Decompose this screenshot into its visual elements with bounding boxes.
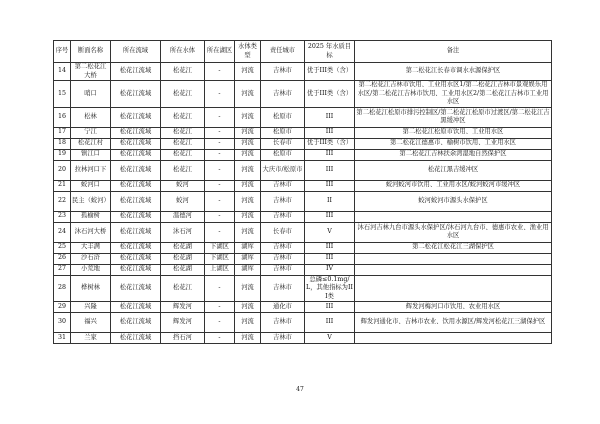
table-cell: 松花江流域: [111, 180, 161, 191]
table-cell: 第二松花江松原市排污控制区/第二松花江松原市过渡区/第二松花江吉黑缓冲区: [355, 107, 552, 127]
column-header: 断面名称: [71, 41, 111, 63]
table-cell: 河流: [235, 191, 261, 211]
table-cell: 松花江流域: [111, 253, 161, 264]
table-cell: III: [305, 149, 355, 160]
table-header: [54, 41, 552, 63]
table-cell: -: [205, 211, 235, 222]
table-cell: 松花江: [161, 275, 205, 302]
table-cell: 吉林市: [261, 81, 305, 108]
table-cell: 优于III类（含）: [305, 81, 355, 108]
table-cell: 河流: [235, 222, 261, 242]
table-cell: 宁江: [71, 127, 111, 138]
table-cell: III: [305, 302, 355, 313]
table-cell: 松花江流域: [111, 127, 161, 138]
table-cell: [355, 264, 552, 275]
table-cell: 22: [54, 191, 71, 211]
table-cell: 大庆市/松原市: [261, 160, 305, 180]
table-cell: 温德河: [161, 211, 205, 222]
table-cell: -: [205, 275, 235, 302]
table-cell: 下湖区: [205, 242, 235, 253]
table-cell: 拉林河口下: [71, 160, 111, 180]
table-cell: 18: [54, 138, 71, 149]
table-cell: 24: [54, 222, 71, 242]
column-header: 责任城市: [261, 41, 305, 63]
table-cell: 松花湖: [161, 253, 205, 264]
table-cell: 14: [54, 63, 71, 81]
table-cell: 河流: [235, 275, 261, 302]
table-cell: 松花江流域: [111, 333, 161, 344]
table-cell: 湖库: [235, 264, 261, 275]
table-cell: [355, 275, 552, 302]
table-cell: 吉林市: [261, 313, 305, 333]
table-cell: 松花江流域: [111, 138, 161, 149]
table-cell: 26: [54, 253, 71, 264]
table-cell: -: [205, 180, 235, 191]
column-header: 所在流域: [111, 41, 161, 63]
table-cell: -: [205, 222, 235, 242]
table-cell: 松花江流域: [111, 275, 161, 302]
table-cell: 桦树林: [71, 275, 111, 302]
table-row: [54, 180, 552, 191]
table-cell: 河流: [235, 63, 261, 81]
table-cell: 19: [54, 149, 71, 160]
table-cell: 第二松花江松原市饮用、工业用水区: [355, 127, 552, 138]
table-cell: 松花江: [161, 127, 205, 138]
table-cell: V: [305, 222, 355, 242]
table-cell: 23: [54, 211, 71, 222]
table-cell: 28: [54, 275, 71, 302]
column-header: 所在水体: [161, 41, 205, 63]
table-cell: 松花江: [161, 81, 205, 108]
table-cell: 20: [54, 160, 71, 180]
table-row: [54, 302, 552, 313]
column-header: 水体类型: [235, 41, 261, 63]
table-cell: III: [305, 253, 355, 264]
table-cell: 总磷≤0.1mg/L，其他指标为III类: [306, 275, 353, 300]
table-cell: 松花湖: [161, 242, 205, 253]
table-cell: 优于III类（含）: [305, 63, 355, 81]
table-cell: 兴隆: [71, 302, 111, 313]
table-cell: 松花江流域: [111, 211, 161, 222]
table-row: [54, 127, 552, 138]
table-cell: 松花江流域: [111, 242, 161, 253]
table-cell: III: [305, 211, 355, 222]
table-row: [54, 275, 552, 302]
table-cell: III: [305, 180, 355, 191]
water-quality-table: [53, 40, 552, 344]
table-cell: [355, 253, 552, 264]
table-cell: 辉发河: [161, 313, 205, 333]
table-row: [54, 333, 552, 344]
table-body: [54, 63, 552, 344]
table-cell: -: [205, 81, 235, 108]
table-cell: 河流: [235, 138, 261, 149]
table-cell: 河流: [235, 127, 261, 138]
table-cell: 河流: [235, 81, 261, 108]
table-cell: 沐石河吉林九台市源头水保护区/沐石河九台市、德惠市农业、渔业用水区: [355, 222, 552, 242]
table-cell: 17: [54, 127, 71, 138]
table-cell: 河流: [235, 149, 261, 160]
table-cell: 25: [54, 242, 71, 253]
table-cell: 第二松花江德惠市、榆树市饮用、工业用水区: [355, 138, 552, 149]
table-cell: 30: [54, 313, 71, 333]
table-cell: 湖库: [235, 242, 261, 253]
table-cell: -: [205, 313, 235, 333]
table-cell: 辉发河梅河口市饮用、农业用水区: [355, 302, 552, 313]
table-row: [54, 107, 552, 127]
table-cell: 河流: [235, 313, 261, 333]
table-cell: 松花江流域: [111, 149, 161, 160]
table-cell: -: [205, 138, 235, 149]
table-row: [54, 160, 552, 180]
table-cell: 吉林市: [261, 180, 305, 191]
table-cell: 沐石河: [161, 222, 205, 242]
column-header: 备注: [355, 41, 552, 63]
table-cell: 松原市: [261, 127, 305, 138]
table-cell: -: [205, 160, 235, 180]
table-cell: 第二松花江大桥: [71, 63, 111, 81]
table-cell: 松花江: [161, 107, 205, 127]
table-cell: -: [205, 63, 235, 81]
table-cell: 松花江黑吉缓冲区: [355, 160, 552, 180]
table-row: [54, 211, 552, 222]
table-cell: 松花江流域: [111, 63, 161, 81]
table-cell: 蛟河蛟河市源头水保护区: [355, 191, 552, 211]
table-cell: 松花江流域: [111, 160, 161, 180]
column-header: 序号: [54, 41, 71, 63]
table-cell: 吉林市: [261, 191, 305, 211]
table-cell: III: [305, 242, 355, 253]
table-cell: 松花江: [161, 149, 205, 160]
table-cell: 辉发河: [161, 302, 205, 313]
table-cell: 吉林市: [261, 63, 305, 81]
table-cell: 哨口: [71, 81, 111, 108]
table-row: [54, 253, 552, 264]
table-cell: 松林: [71, 107, 111, 127]
table-cell: III: [305, 313, 355, 333]
table-cell: 通化市: [261, 302, 305, 313]
table-cell: 湖库: [235, 253, 261, 264]
table-row: [54, 63, 552, 81]
table-cell: -: [205, 107, 235, 127]
column-header: 所在湖区: [205, 41, 235, 63]
table-cell: 优于III类（含）: [305, 138, 355, 149]
table-row: [54, 149, 552, 160]
table-cell: 河流: [235, 160, 261, 180]
column-header: 2025 年水质目标: [305, 41, 355, 63]
table-cell: 河流: [235, 180, 261, 191]
table-cell: II: [305, 191, 355, 211]
table-cell: 河流: [235, 211, 261, 222]
table-row: [54, 191, 552, 211]
table-row: [54, 222, 552, 242]
table-cell: 第二松花江松花江三湖保护区: [355, 242, 552, 253]
table-cell: 上湖区: [205, 264, 235, 275]
table-cell: 挡石河: [161, 333, 205, 344]
table-cell: 松花江流域: [111, 313, 161, 333]
table-cell: 15: [54, 81, 71, 108]
table-cell: 松花江流域: [111, 191, 161, 211]
table-cell: 松原市: [261, 149, 305, 160]
table-cell: 孤榆树: [71, 211, 111, 222]
table-cell: [355, 211, 552, 222]
table-cell: 松花江: [161, 160, 205, 180]
table-row: [54, 313, 552, 333]
table-cell: -: [205, 333, 235, 344]
header-row: [54, 41, 552, 63]
table-cell: 兰家: [71, 333, 111, 344]
table-cell: [355, 333, 552, 344]
table-cell: 福兴: [71, 313, 111, 333]
table-cell: 吉林市: [261, 242, 305, 253]
table-cell: 河流: [235, 107, 261, 127]
table-row: [54, 264, 552, 275]
table-cell: III: [305, 107, 355, 127]
table-cell: 31: [54, 333, 71, 344]
table-cell: 松花江流域: [111, 81, 161, 108]
table-row: [54, 81, 552, 108]
table-cell: 松花江流域: [111, 302, 161, 313]
table-cell: 松花江流域: [111, 107, 161, 127]
table-cell: 第二松花江吉林市饮用、工业用水区1/第二松花江吉林市景观娱乐用水区/第二松花江吉林市饮用、工业用水区2/第二松花江吉林市工业用水区: [355, 81, 552, 108]
table-cell: 下湖区: [205, 253, 235, 264]
table-cell: 松花江流域: [111, 264, 161, 275]
table-cell: 松花江村: [71, 138, 111, 149]
table-cell: 蛟河蛟河市饮用、工业用水区/蛟河蛟河市缓冲区: [355, 180, 552, 191]
table-cell: III: [305, 160, 355, 180]
table-cell: 29: [54, 302, 71, 313]
table-cell: 松花江: [161, 138, 205, 149]
table-cell: 长春市: [261, 138, 305, 149]
table-cell: 河流: [235, 333, 261, 344]
table-cell: -: [205, 191, 235, 211]
table-cell: 吉林市: [261, 211, 305, 222]
table-cell: 沙石浒: [71, 253, 111, 264]
page-number: 47: [296, 386, 304, 393]
table-cell: 第二松花江长春市调水水源保护区: [355, 63, 552, 81]
table-cell: 小荒地: [71, 264, 111, 275]
table-cell: 大丰满: [71, 242, 111, 253]
table-cell: -: [205, 127, 235, 138]
table-cell: 松花江流域: [111, 222, 161, 242]
table-row: [54, 138, 552, 149]
table-cell: 辉发河通化市、吉林市农业、饮用水源区/辉发河松花江三湖保护区: [355, 313, 552, 333]
table-cell: 河流: [235, 302, 261, 313]
table-cell: 第二松花江吉林扶余湾湿地自然保护区: [355, 149, 552, 160]
table-cell: 蛟河口: [71, 180, 111, 191]
table-cell: III: [305, 127, 355, 138]
table-cell: 吉林市: [261, 253, 305, 264]
table-cell: 吉林市: [261, 333, 305, 344]
table-cell: 松花江: [161, 63, 205, 81]
table-cell: 蛟河: [161, 180, 205, 191]
table-cell: 长春市: [261, 222, 305, 242]
table-cell: 吉林市: [261, 275, 305, 302]
table-cell: 16: [54, 107, 71, 127]
table-cell: 吉林市: [261, 264, 305, 275]
table-cell: 松原市: [261, 107, 305, 127]
table-cell: IV: [305, 264, 355, 275]
table-cell: -: [205, 149, 235, 160]
table-cell: 蛟河: [161, 191, 205, 211]
table-cell: 沐石河大桥: [71, 222, 111, 242]
table-cell: 民主（蛟河）: [71, 191, 111, 211]
table-cell: 27: [54, 264, 71, 275]
table-cell: -: [205, 302, 235, 313]
table-row: [54, 242, 552, 253]
table-cell: 21: [54, 180, 71, 191]
table-cell: 松花湖: [161, 264, 205, 275]
table-cell: V: [305, 333, 355, 344]
table-cell: 镇江口: [71, 149, 111, 160]
